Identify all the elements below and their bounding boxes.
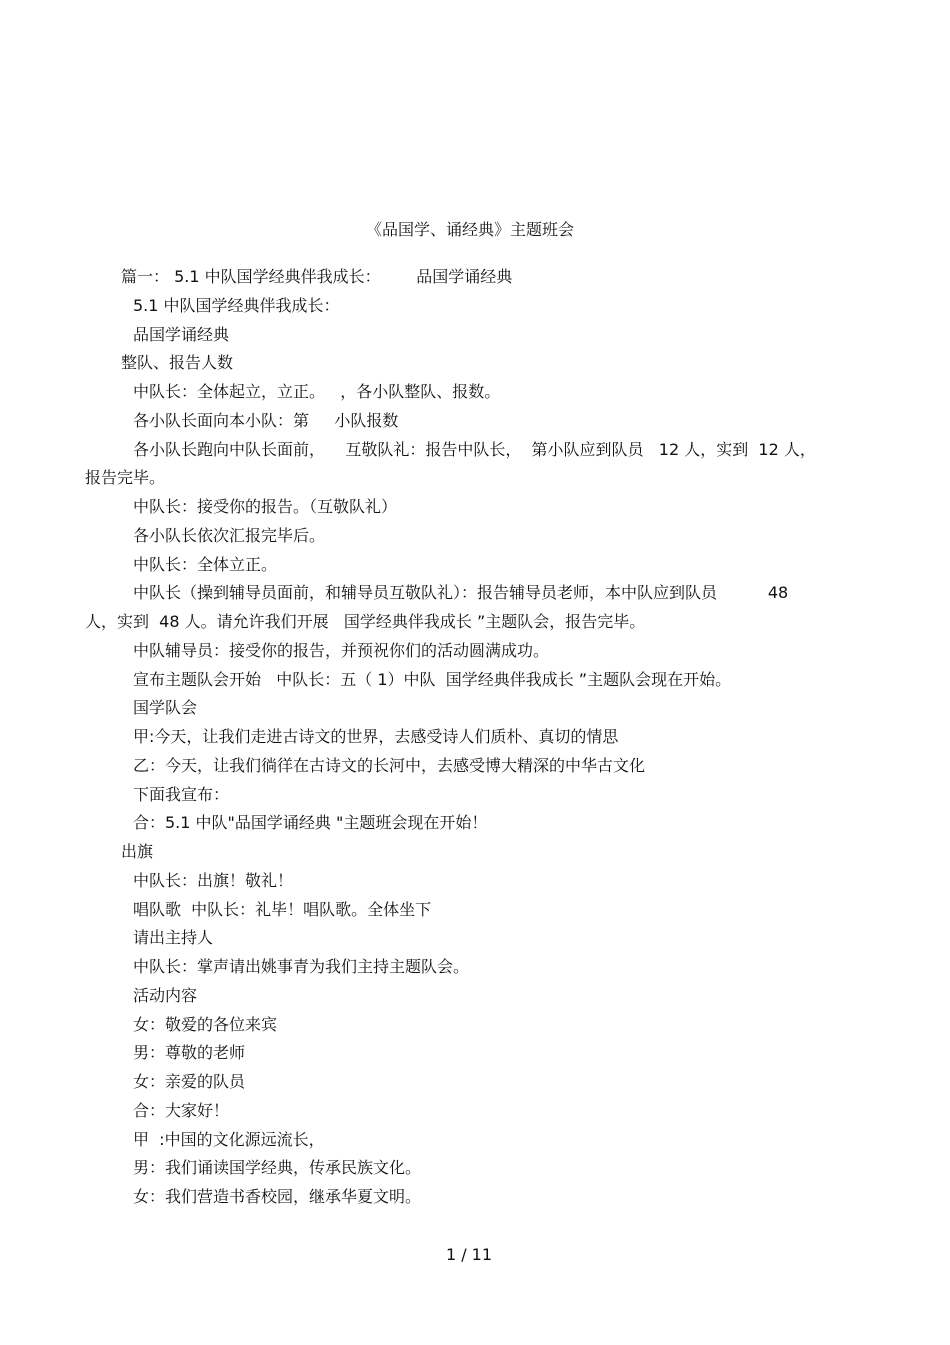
text-line: 各小队长跑向中队长面前， 互敬队礼：报告中队长， 第小队应到队员 12 人，实到 12 人， [133,439,816,459]
document-title: 《品国学、诵经典》主题班会 [365,220,574,239]
text-line: 合：大家好！ [133,1100,230,1120]
text-line: 中队长：出旗！敬礼！ [133,870,294,890]
section-heading: 请出主持人 [133,928,214,948]
text-line: 篇一： 5.1 中队国学经典伴我成长： 品国学诵经典 [121,267,513,286]
text-line: 合：5.1 中队"品国学诵经典 "主题班会现在开始！ [133,813,488,833]
text-line: 甲 :中国的文化源远流长， [133,1129,325,1149]
text-line: 乙：今天，让我们徜徉在古诗文的长河中，去感受博大精深的中华古文化 [133,755,646,775]
text-line: 中队辅导员：接受你的报告，并预祝你们的活动圆满成功。 [133,640,550,660]
text-line: 男：尊敬的老师 [133,1043,246,1063]
document-body [85,263,869,1212]
section-heading: 整队、报告人数 [121,353,234,373]
text-line: 男：我们诵读国学经典，传承民族文化。 [133,1158,422,1178]
text-line: 中队长：掌声请出姚事青为我们主持主题队会。 [133,957,470,976]
section-heading: 活动内容 [133,985,198,1005]
text-line: 报告完毕。 [85,468,166,488]
text-line: 中队长：全体起立，立正。 ，各小队整队、报数。 [133,382,501,401]
text-line: 中队长：全体立正。 [133,554,278,574]
text-line: 中队长：接受你的报告。（互敬队礼） [133,497,398,516]
text-line: 5.1 中队国学经典伴我成长： [133,295,340,315]
text-line: 甲:今天，让我们走进古诗文的世界，去感受诗人们质朴、真切的情思 [133,727,619,746]
text-line: 各小队长面向本小队：第 小队报数 [133,410,399,430]
section-heading: 出旗 [121,842,154,861]
text-line: 唱队歌 中队长：礼毕！唱队歌。全体坐下 [133,899,432,919]
text-line: 下面我宣布： [133,784,230,804]
text-line: 品国学诵经典 [133,324,230,344]
text-line: 中队长（操到辅导员面前，和辅导员互敬队礼）：报告辅导员老师，本中队应到队员 48 [133,583,789,603]
text-line: 女：敬爱的各位来宾 [133,1014,278,1034]
text-line: 女：亲爱的队员 [133,1072,246,1091]
text-line: 人，实到 48 人。请允许我们开展 国学经典伴我成长 ”主题队会，报告完毕。 [85,612,646,631]
section-heading: 国学队会 [133,698,198,718]
text-line: 各小队长依次汇报完毕后。 [133,525,326,545]
page-number: 1 / 11 [445,1245,493,1264]
text-line: 女：我们营造书香校园，继承华夏文明。 [133,1187,422,1206]
text-line: 宣布主题队会开始 中队长：五（ 1）中队 国学经典伴我成长 ”主题队会现在开始。 [133,669,732,689]
